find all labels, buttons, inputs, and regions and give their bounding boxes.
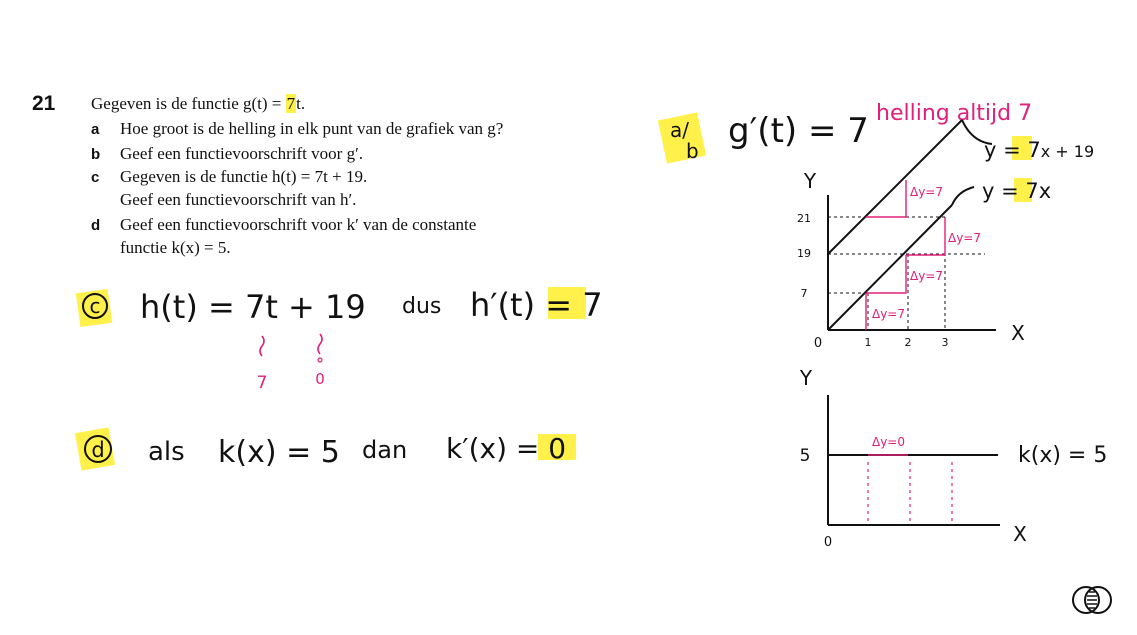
y-axis-label: Y xyxy=(799,366,813,390)
answer-c-label: c xyxy=(89,294,101,318)
answer-d-label: d xyxy=(91,438,105,462)
answer-c-word-dus: dus xyxy=(402,294,442,319)
line1-label-prefix: y = xyxy=(984,138,1028,162)
subquestion-letter: a xyxy=(91,121,100,138)
y-tick-label: 7 xyxy=(800,287,808,300)
answer-d-word-als: als xyxy=(148,437,185,467)
answer-c-under-19: 0 xyxy=(315,370,325,388)
subquestion-text: Geef een functievoorschrift voor g′. xyxy=(120,144,364,163)
subquestion-text-cont: functie k(x) = 5. xyxy=(120,238,231,257)
x-axis-label: X xyxy=(1013,522,1027,546)
intro-suffix: t. xyxy=(296,94,306,113)
y-tick-label: 5 xyxy=(799,446,811,466)
x-tick-label: 3 xyxy=(941,336,949,349)
x-axis-label: X xyxy=(1011,321,1025,345)
answer-c-result-value: 7 xyxy=(582,286,603,324)
delta-y-label: Δy=7 xyxy=(910,185,943,199)
subquestion-text: Geef een functievoorschrift voor k′ van de constante xyxy=(120,215,477,234)
logo-icon xyxy=(1068,582,1116,618)
origin-label: 0 xyxy=(813,336,823,351)
origin-label: 0 xyxy=(823,535,833,550)
subquestion-letter: b xyxy=(91,146,101,163)
delta-y-label: Δy=0 xyxy=(872,435,905,449)
answer-ab-note: helling altijd 7 xyxy=(876,101,1033,126)
answer-ab-label-a: a/ xyxy=(670,118,689,142)
y-tick-label: 19 xyxy=(797,247,811,260)
answer-d-result xyxy=(446,432,566,465)
brace-mark xyxy=(260,336,264,356)
line2-label-suffix: x xyxy=(1038,179,1052,203)
subquestion-letter: d xyxy=(91,217,101,234)
slope-triangle xyxy=(906,218,945,255)
delta-y-label: Δy=7 xyxy=(910,269,943,283)
delta-y-label: Δy=7 xyxy=(872,307,905,321)
line1-label-value: 7 xyxy=(1027,138,1041,162)
answer-c-equation: h(t) = 7t + 19 xyxy=(140,288,366,326)
line2-label-prefix: y = xyxy=(982,179,1026,203)
graph-constant xyxy=(799,366,1107,550)
answer-c-result-prefix: h′(t) = xyxy=(470,286,583,324)
line-label: k(x) = 5 xyxy=(1018,443,1108,468)
subquestion-text: Gegeven is de functie h(t) = 7t + 19. xyxy=(120,167,368,186)
brace-mark xyxy=(318,334,322,354)
pointer-stroke xyxy=(952,187,974,205)
graph-linear xyxy=(797,120,1094,351)
question-number: 21 xyxy=(32,92,56,115)
line2-label-value: 7 xyxy=(1025,179,1039,203)
answer-c-result xyxy=(470,286,603,324)
answer-ab-label-b: b xyxy=(686,139,699,163)
answer-ab-equation: g′(t) = 7 xyxy=(728,111,869,151)
dot-mark xyxy=(318,358,322,362)
y-tick-label: 21 xyxy=(797,212,811,225)
answer-d-equation: k(x) = 5 xyxy=(218,435,340,470)
line2-label xyxy=(982,179,1051,203)
subquestion-letter: c xyxy=(91,169,100,186)
line1-label xyxy=(984,138,1094,162)
y-axis-label: Y xyxy=(803,169,817,193)
answer-c-under-7: 7 xyxy=(256,373,268,393)
slope-triangle xyxy=(866,180,906,217)
x-tick-label: 2 xyxy=(904,336,912,349)
intro-highlight: 7 xyxy=(286,94,296,113)
answer-d-result-value: 0 xyxy=(548,432,567,465)
x-tick-label: 1 xyxy=(864,336,872,349)
intro-prefix: Gegeven is de functie g(t) = xyxy=(91,94,286,113)
answer-d-result-prefix: k′(x) = xyxy=(446,432,549,465)
delta-y-label: Δy=7 xyxy=(948,231,981,245)
subquestion-text-cont: Geef een functievoorschrift van h′. xyxy=(120,190,357,209)
subquestion-text: Hoe groot is de helling in elk punt van de grafiek van g? xyxy=(120,119,504,138)
answer-d-word-dan: dan xyxy=(362,436,408,464)
line1-label-suffix: x + 19 xyxy=(1040,142,1095,161)
